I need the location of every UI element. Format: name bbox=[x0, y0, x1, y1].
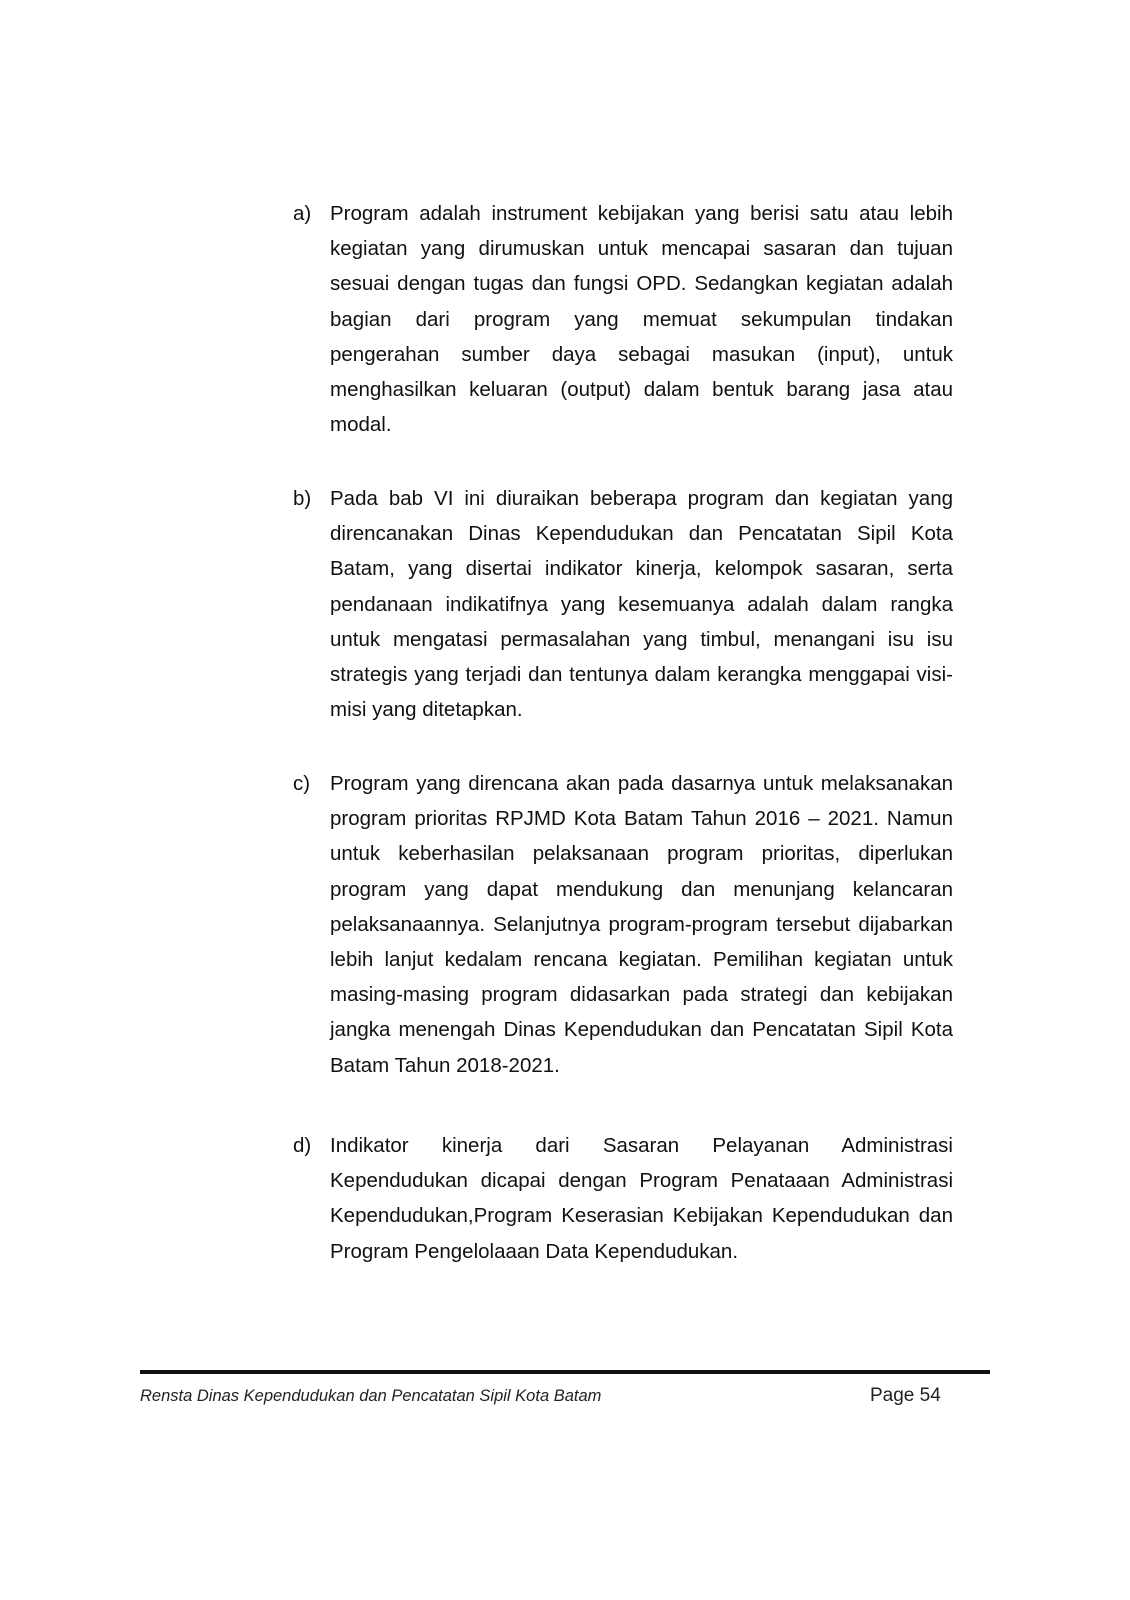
list-marker: b) bbox=[293, 487, 312, 510]
list-item bbox=[293, 481, 953, 727]
paragraph-text: Program adalah instrument kebijakan yang berisi satu atau lebih kegiatan yang dirumuskan untuk mencapai sasaran dan tujuan sesuai dengan tugas dan fungsi OPD. Sedangkan kegiatan adalah bagian dari program yang memuat sekumpulan tindakan pengerahan sumber daya sebagai masukan (input), untuk menghasilkan keluaran (output) dalam bentuk barang jasa atau modal. bbox=[330, 202, 953, 437]
list-marker: d) bbox=[293, 1134, 312, 1157]
paragraph-text: Program yang direncana akan pada dasarnya untuk melaksanakan program prioritas RPJMD Kota Batam Tahun 2016 – 2021. Namun untuk keberhasilan pelaksanaan program prioritas, diperlukan program yang dapat mendukung dan menunjang kelancaran pelaksanaannya. Selanjutnya program-program tersebut dijabarkan lebih lanjut kedalam rencana kegiatan. Pemilihan kegiatan untuk masing-masing program didasarkan pada strategi dan kebijakan jangka menengah Dinas Kependudukan dan Pencatatan Sipil Kota Batam Tahun 2018-2021. bbox=[330, 772, 953, 1077]
list-item bbox=[293, 196, 953, 442]
list-item bbox=[293, 1128, 953, 1269]
paragraph-text: Indikator kinerja dari Sasaran Pelayanan Administrasi Kependudukan dicapai dengan Program Penataaan Administrasi Kependudukan,Program Keserasian Kebijakan Kependudukan dan Program Pengelolaaan Data Kependudukan. bbox=[330, 1134, 953, 1263]
page-number: Page 54 bbox=[870, 1385, 941, 1406]
list-marker: c) bbox=[293, 772, 311, 795]
list-item bbox=[293, 766, 953, 1083]
list-marker: a) bbox=[293, 202, 312, 225]
paragraph-text: Pada bab VI ini diuraikan beberapa program dan kegiatan yang direncanakan Dinas Kependudukan dan Pencatatan Sipil Kota Batam, yang disertai indikator kinerja, kelompok sasaran, serta pendanaan indikatifnya yang kesemuanya adalah dalam rangka untuk mengatasi permasalahan yang timbul, menangani isu isu strategis yang terjadi dan tentunya dalam kerangka menggapai visi-misi yang ditetapkan. bbox=[330, 487, 953, 722]
footer-document-title: Rensta Dinas Kependudukan dan Pencatatan Sipil Kota Batam bbox=[140, 1387, 602, 1405]
footer-divider bbox=[140, 1370, 990, 1374]
